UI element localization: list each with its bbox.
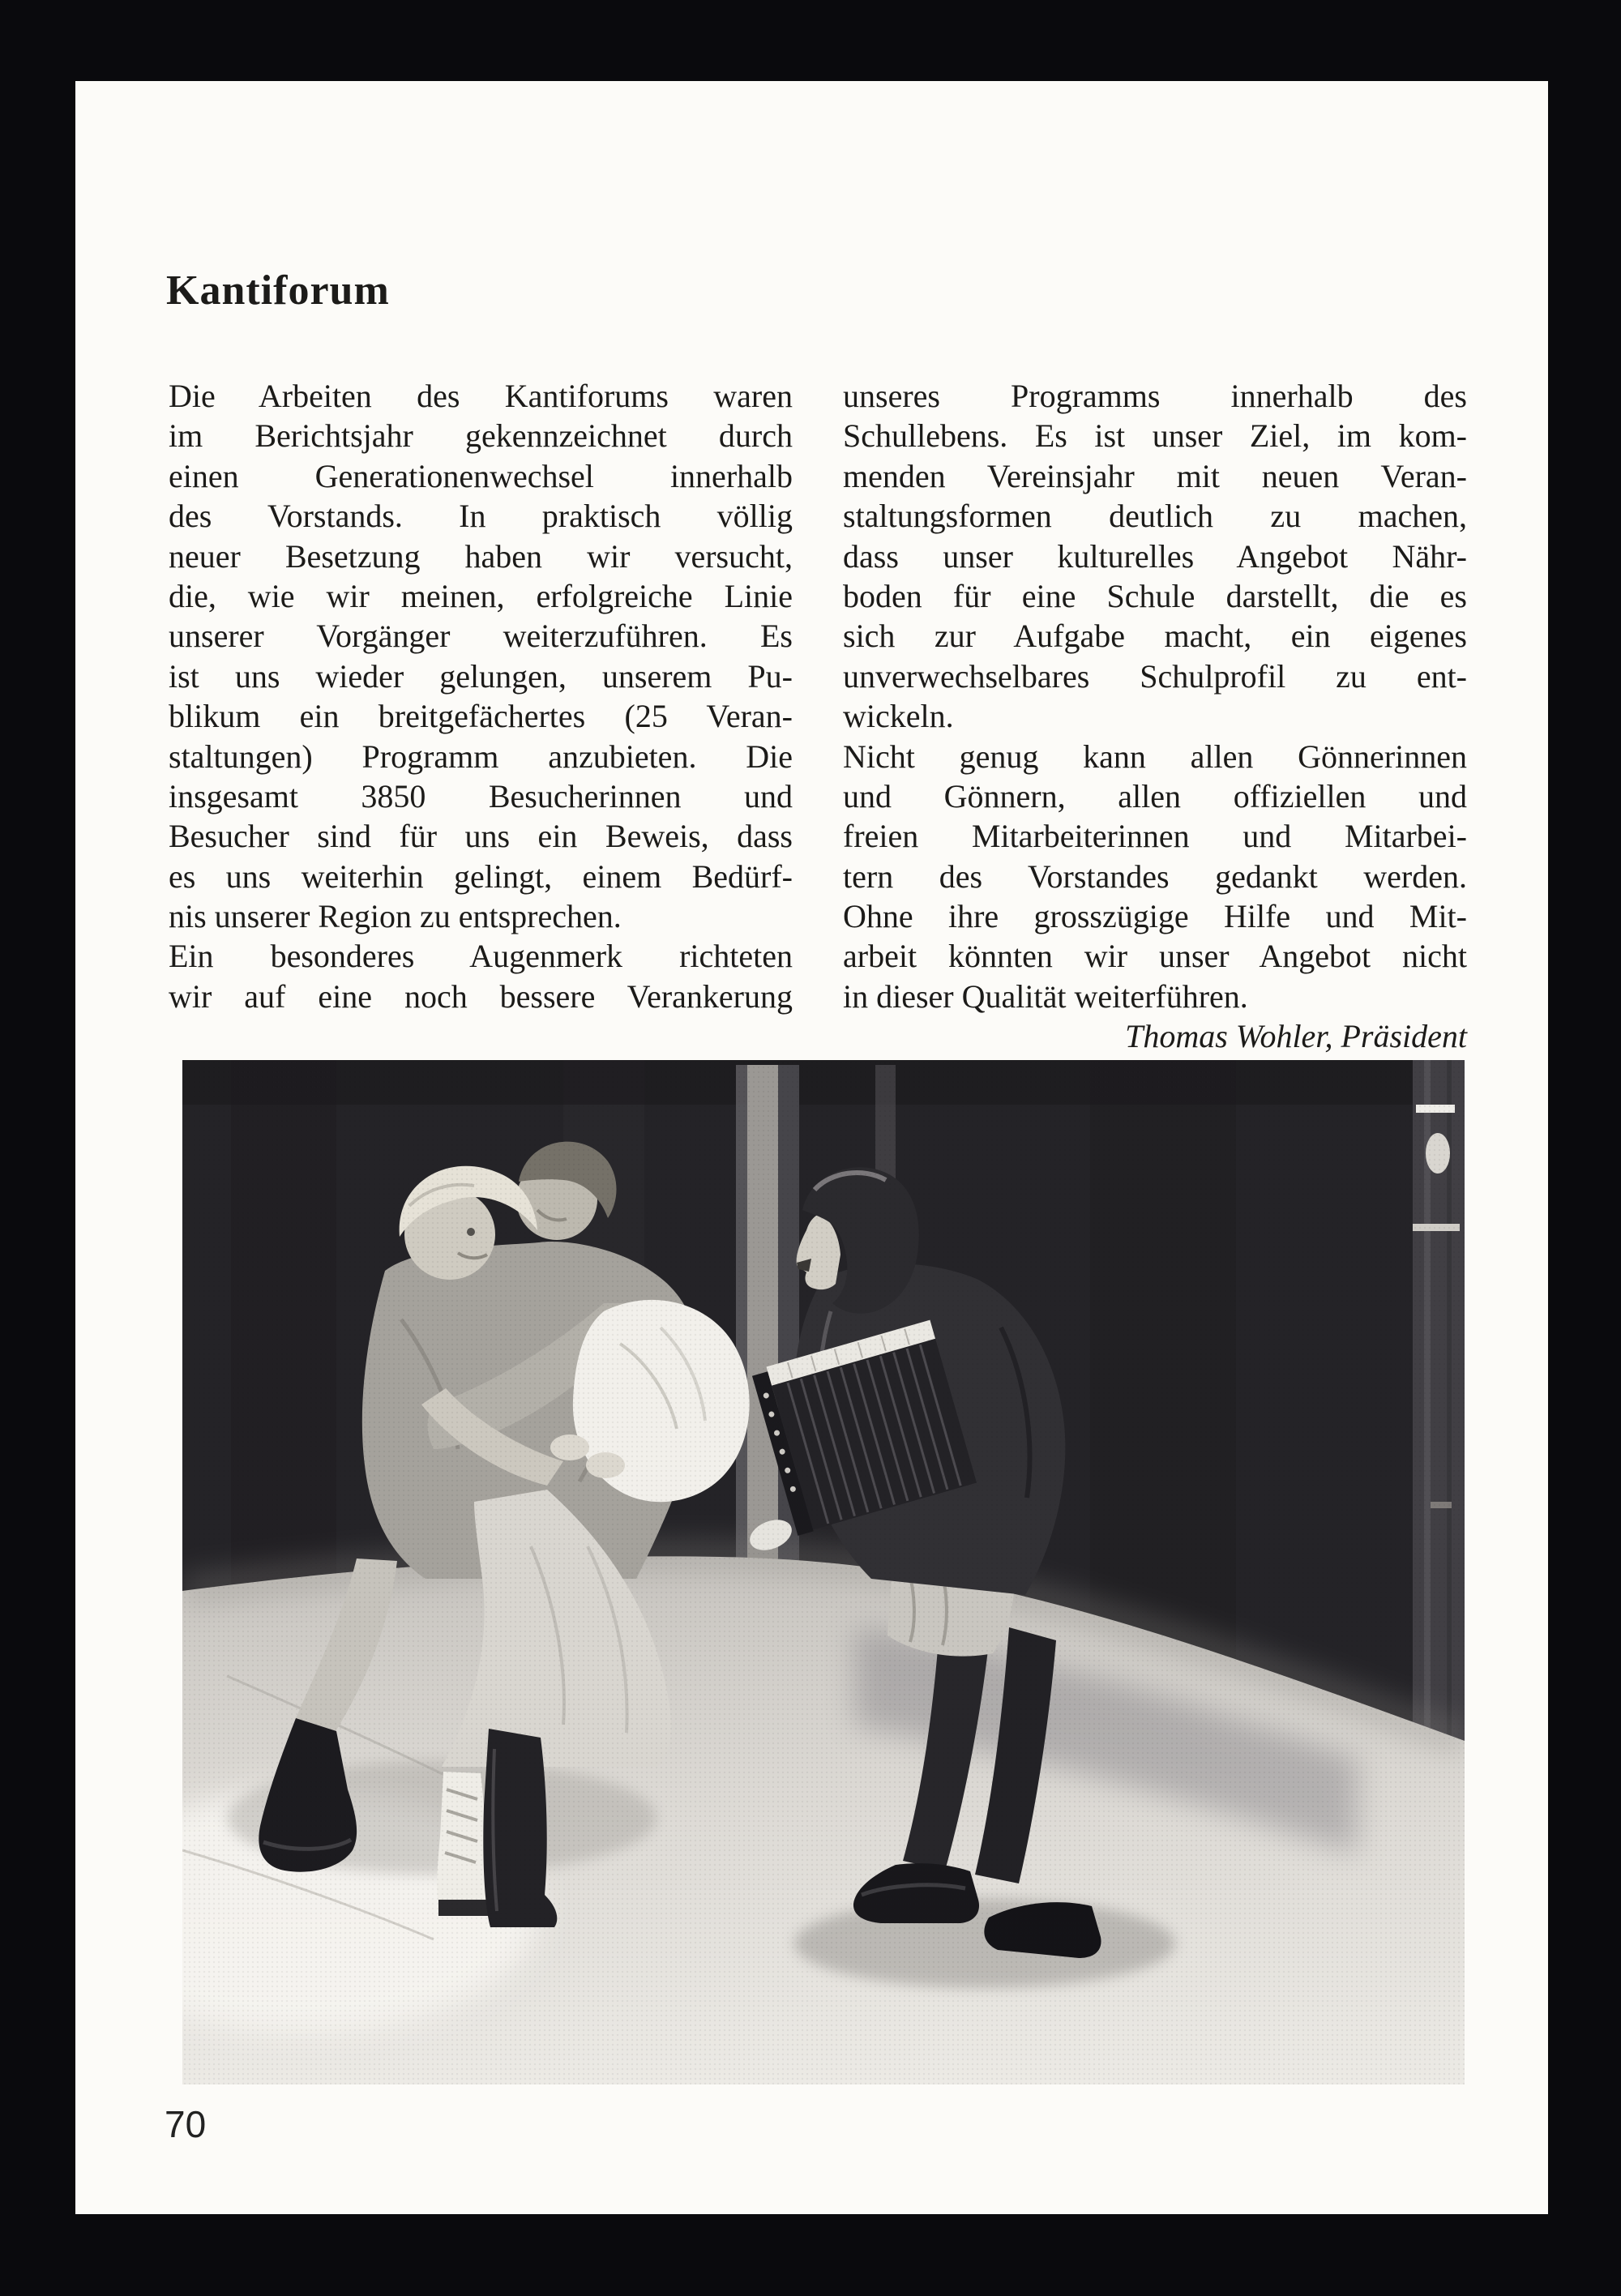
- text-line: einen Generationenwechsel innerhalb: [169, 457, 793, 494]
- text-column-right: [843, 376, 1467, 1016]
- text-line: freien Mitarbeiterinnen und Mitarbei-: [843, 818, 1467, 855]
- text-line: menden Vereinsjahr mit neuen Veran-: [843, 457, 1467, 494]
- text-line: Nicht genug kann allen Gönnerinnen: [843, 738, 1467, 775]
- author-signature: Thomas Wohler, Präsident: [1125, 1018, 1467, 1054]
- stage-photo-graphic: [182, 1060, 1465, 2084]
- page: [75, 81, 1548, 2214]
- text-line: des Vorstands. In praktisch völlig: [169, 498, 793, 535]
- text-line: im Berichtsjahr gekennzeichnet durch: [169, 417, 793, 455]
- halftone-overlay: [182, 1060, 1465, 2084]
- text-line: insgesamt 3850 Besucherinnen und: [169, 777, 793, 815]
- page-number: 70: [165, 2103, 207, 2145]
- text-line: es uns weiterhin gelingt, einem Bedürf-: [169, 857, 793, 895]
- text-line: wir auf eine noch bessere Verankerung: [169, 977, 793, 1015]
- text-line: und Gönnern, allen offiziellen und: [843, 777, 1467, 815]
- text-line: ist uns wieder gelungen, unserem Pu-: [169, 657, 793, 695]
- text-line: Besucher sind für uns ein Beweis, dass: [169, 818, 793, 855]
- text-line: sich zur Aufgabe macht, ein eigenes: [843, 618, 1467, 655]
- text-line: blikum ein breitgefächertes (25 Veran-: [169, 698, 793, 735]
- text-line: Ohne ihre grosszügige Hilfe und Mit-: [843, 898, 1467, 935]
- text-line: in dieser Qualität weiterführen.: [843, 977, 1248, 1015]
- text-line: neuer Besetzung haben wir versucht,: [169, 537, 793, 575]
- text-line: wickeln.: [843, 698, 954, 735]
- text-line: Die Arbeiten des Kantiforums waren: [169, 378, 793, 414]
- text-line: boden für eine Schule darstellt, die es: [843, 577, 1467, 614]
- text-column-left: [169, 376, 793, 1016]
- text-line: staltungsformen deutlich zu machen,: [843, 498, 1467, 535]
- text-line: unseres Programms innerhalb des: [843, 378, 1467, 414]
- text-line: Schullebens. Es ist unser Ziel, im kom-: [843, 417, 1467, 455]
- text-line: arbeit könnten wir unser Angebot nicht: [843, 938, 1467, 975]
- stage-photo: [182, 1060, 1465, 2084]
- text-line: unverwechselbares Schulprofil zu ent-: [843, 657, 1467, 695]
- text-line: nis unserer Region zu entsprechen.: [169, 898, 622, 935]
- text-line: Ein besonderes Augenmerk richteten: [169, 938, 793, 975]
- text-line: tern des Vorstandes gedankt werden.: [843, 857, 1467, 895]
- text-line: die, wie wir meinen, erfolgreiche Linie: [169, 577, 793, 614]
- page-title: Kantiforum: [166, 267, 390, 314]
- text-line: unserer Vorgänger weiterzuführen. Es: [169, 618, 793, 655]
- text-line: staltungen) Programm anzubieten. Die: [169, 738, 793, 775]
- text-line: dass unser kulturelles Angebot Nähr-: [843, 537, 1467, 575]
